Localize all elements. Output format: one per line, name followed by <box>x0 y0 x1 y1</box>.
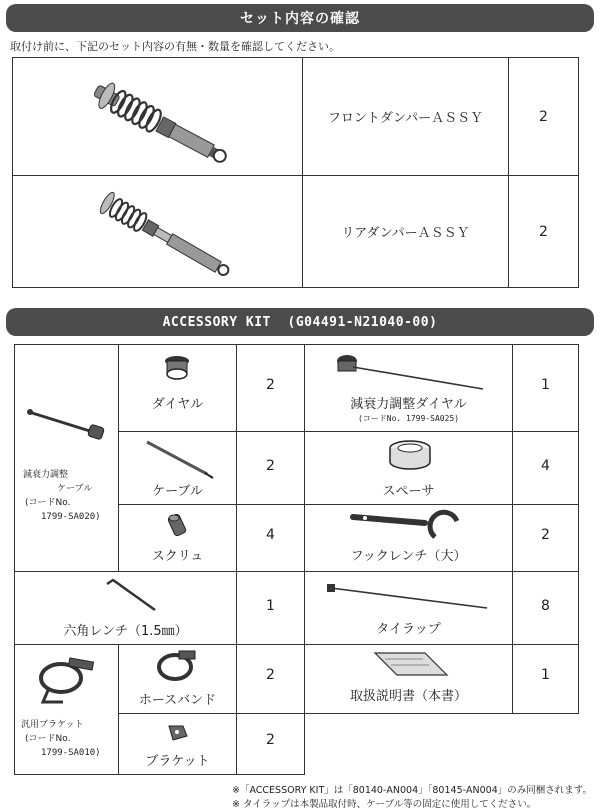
screw-name: スクリュ <box>151 549 204 564</box>
tie-wrap-qty-cell <box>513 572 579 645</box>
screw-cell <box>119 505 237 572</box>
dial-cell <box>119 345 237 432</box>
hex-wrench-qty: 1 <box>266 598 275 614</box>
intro-text: 取付け前に、下記のセット内容の有無・数量を確認してください。 <box>10 40 340 53</box>
hose-band-cell <box>119 645 237 714</box>
tie-wrap-qty: 8 <box>541 598 550 614</box>
manual-icon <box>371 649 451 679</box>
cable-icon <box>143 438 215 480</box>
table-row <box>15 572 579 645</box>
screw-qty-cell <box>237 505 305 572</box>
bracket-qty: 2 <box>266 732 275 748</box>
hook-wrench-qty-cell <box>513 505 579 572</box>
spacer-cell <box>305 432 513 505</box>
rear-damper-image-cell <box>13 176 303 288</box>
hex-wrench-qty-cell <box>237 572 305 645</box>
dial-qty: 2 <box>266 377 275 393</box>
front-damper-name: フロントダンパーＡＳＳＹ <box>303 58 509 176</box>
cable-qty-cell <box>237 432 305 505</box>
accessory-kit-title: ACCESSORY KIT (G04491-N21040-00) <box>162 314 438 330</box>
bracket-group-label-2: (コードNo. <box>25 733 71 744</box>
cable-name: ケーブル <box>152 484 203 499</box>
front-damper-image-cell <box>13 58 303 176</box>
hex-wrench-icon <box>101 578 161 614</box>
hook-wrench-name: フックレンチ（大） <box>350 549 467 564</box>
rear-damper-name: リアダンパーＡＳＳＹ <box>303 176 509 288</box>
spacer-icon <box>387 438 433 474</box>
bracket-qty-cell <box>237 714 305 775</box>
table-row <box>13 58 579 176</box>
spacer-qty-cell <box>513 432 579 505</box>
adjust-dial-cell <box>305 345 513 432</box>
rear-damper-icon <box>13 176 303 288</box>
screw-qty: 4 <box>266 527 275 543</box>
hook-wrench-qty: 2 <box>541 527 550 543</box>
table-row <box>13 176 579 288</box>
cable-group-label-3: (コードNo. <box>25 498 71 508</box>
note-2: ※ タイラップは本製品取付時、ケーブル等の固定に使用してください。 <box>232 799 537 810</box>
hex-wrench-cell <box>15 572 237 645</box>
adjust-dial-icon <box>333 349 493 393</box>
hose-band-name: ホースバンド <box>138 693 217 708</box>
cable-cell <box>119 432 237 505</box>
bracket-group-label-1: 汎用ブラケット <box>21 719 84 730</box>
dial-qty-cell <box>237 345 305 432</box>
spacer-name: スペーサ <box>382 484 435 499</box>
hose-band-qty: 2 <box>266 667 275 683</box>
empty-cell <box>305 714 579 775</box>
cable-group-cell <box>15 345 119 572</box>
manual-qty: 1 <box>541 667 550 683</box>
bracket-name: ブラケット <box>145 754 210 769</box>
cable-group-label-4: 1799-SA020) <box>41 512 101 522</box>
tie-wrap-cell <box>305 572 513 645</box>
hook-wrench-cell <box>305 505 513 572</box>
adjust-dial-name: 減衰力調整ダイヤル <box>350 397 467 412</box>
bracket-cell <box>119 714 237 775</box>
accessory-kit-table <box>14 344 579 775</box>
spacer-qty: 4 <box>541 458 550 474</box>
hose-band-qty-cell <box>237 645 305 714</box>
accessory-kit-banner <box>6 308 594 336</box>
dial-icon <box>159 353 195 383</box>
adjust-dial-code: (コードNo. 1799-SA025) <box>357 414 460 423</box>
bracket-group-label-3: 1799-SA010) <box>41 747 101 758</box>
manual-qty-cell <box>513 645 579 714</box>
adjust-dial-qty: 1 <box>541 377 550 393</box>
note-1: ※「ACCESSORY KIT」は「80140-AN004」「80145-AN004」のみ同梱されます。 <box>232 785 593 796</box>
hook-wrench-icon <box>345 509 475 543</box>
hose-band-icon <box>155 649 199 683</box>
hex-wrench-name: 六角レンチ（1.5㎜） <box>63 624 188 639</box>
set-contents-banner <box>6 4 594 32</box>
dial-name: ダイヤル <box>151 397 204 412</box>
set-contents-title: セット内容の確認 <box>240 11 360 27</box>
table-row <box>15 645 579 714</box>
bracket-group-icon <box>33 656 99 706</box>
adjust-dial-qty-cell <box>513 345 579 432</box>
manual-cell <box>305 645 513 714</box>
front-damper-qty: 2 <box>509 58 579 176</box>
cable-qty: 2 <box>266 458 275 474</box>
set-contents-table <box>12 57 579 288</box>
cable-group-label-1: 減衰力調整 <box>23 470 69 480</box>
bracket-icon <box>165 722 191 744</box>
table-row <box>15 345 579 432</box>
screw-icon <box>165 513 191 539</box>
cable-group-label-2: ケーブル <box>57 484 93 494</box>
front-damper-icon <box>13 58 303 176</box>
tie-wrap-icon <box>327 580 497 614</box>
manual-name: 取扱説明書（本書） <box>349 689 467 704</box>
cable-rod-icon <box>25 406 115 446</box>
tie-wrap-name: タイラップ <box>376 622 441 637</box>
bracket-group-cell <box>15 645 119 775</box>
rear-damper-qty: 2 <box>509 176 579 288</box>
